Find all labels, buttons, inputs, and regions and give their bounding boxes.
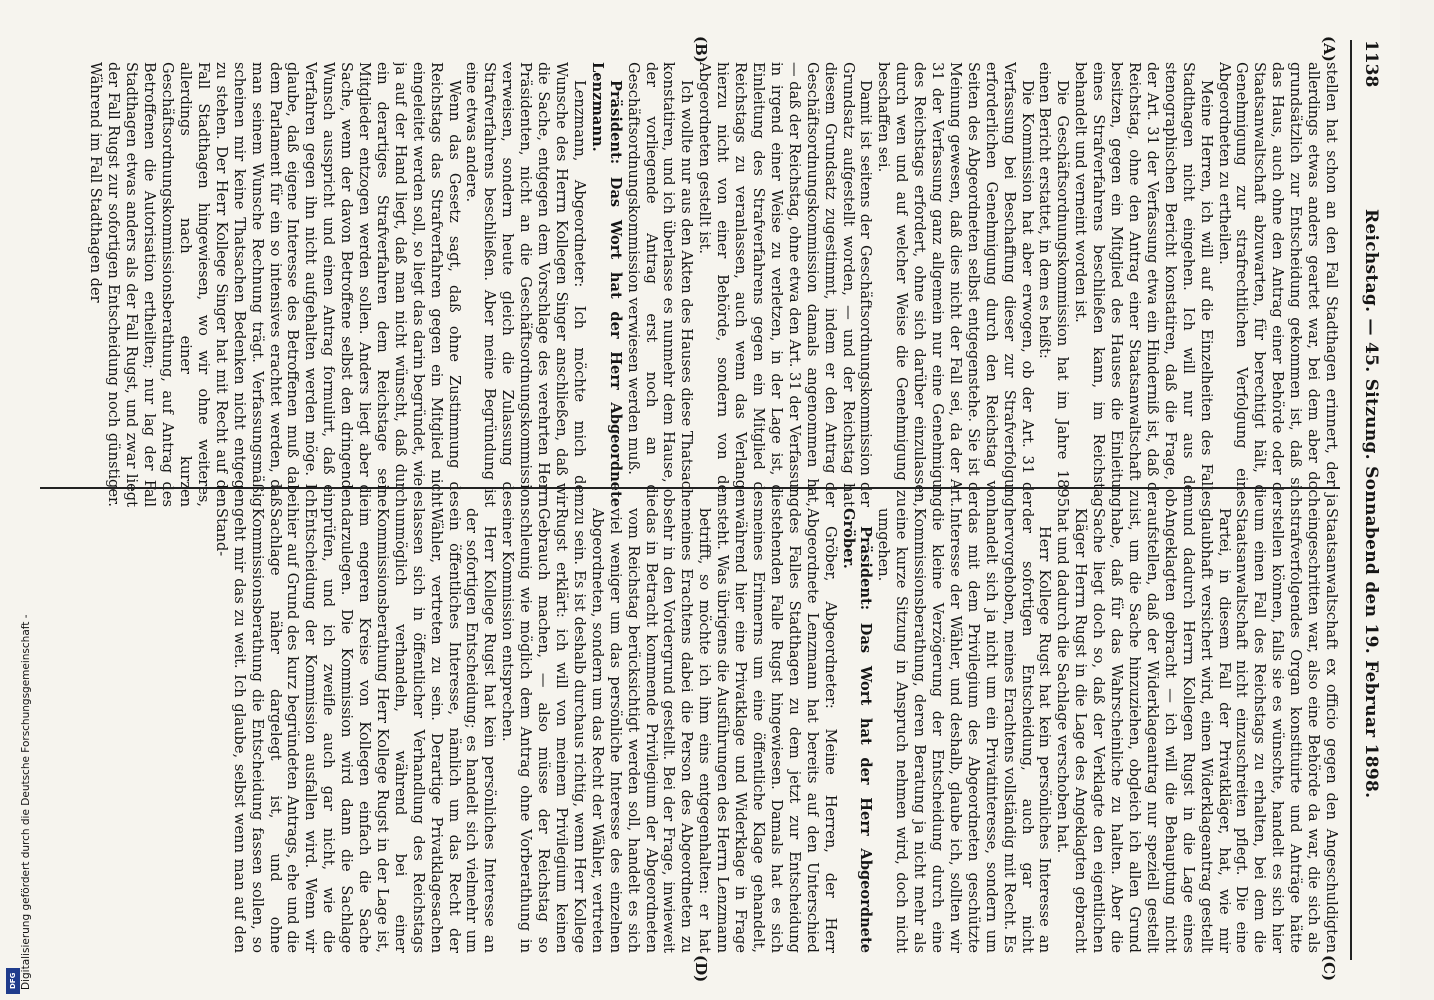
paragraph: Damit ist seitens der Geschäftsordnungskommission der Grundsatz aufgestellt worden, — und der Reichstag hat diesem Grundsatz zugestimmt, indem er den Antrag der Geschäftsordnungskommission damals angenommen hat, — daß der Reichstag, ohne etwa den Art. 31 der Verfassung in irgend einer Weise zu verletzen, in der Lage ist, die Einleitung des Strafverfahrens gegen ein Mitglied des Reichstags zu veranlassen, auch wenn das Verlangen hierzu nicht von einer Behörde, sondern von dem Abgeordneten gestellt ist. [696,62,875,507]
page-number: 1138 [1361,40,1381,88]
column-divider [40,487,1340,489]
paragraph: Herr Kollege Rugst hat kein persönliches Interesse an der sofortigen Entscheidung, auch gar nicht hervorgehoben, meines Erachtens vollständig mit Recht. Es handelt sich ja nicht um ein Privatinteresse, sondern um das mit dem Privilegium des Abgeordneten geschützte Interesse der Wähler, und deshalb, glaube ich, sollten wir die kleine Verzögerung der Entscheidung durch eine Kommissionsberathung, deren Beratung ja nicht mehr als eine kurze Sitzung in Anspruch nehmen wird, doch nicht umgehen. [875,508,1054,953]
paragraph: Ich wollte nur aus den Akten des Hauses diese Thatsache konstatiren, und ich überlasse es nunmehr dem Hause, ob der vorliegende Antrag erst noch an die Geschäftsordnungskommission verwiesen werden muß. [624,62,696,507]
page-header [1350,40,1390,960]
dfg-logo: DFG [6,968,20,994]
margin-mark-a: (A) [1320,36,1338,62]
left-column [40,62,1340,507]
right-column [40,508,1340,953]
paragraph: Staatsanwaltschaft ex officio gegen den Angeschuldigten eingeschritten war, also eine Behörde da war, die sich als strafverfolgendes Organ konstituirte und Anträge hätte stellen können, falls sie es wünschte, handelt es sich hier um einen Fall des Reichstags zu erhalten, bei dem die Staatsanwaltschaft nicht einzuschreiten pflegt. Die eine Partei, in diesem Fall der Privatkläger, hat, wie mir glaubhaft versichert wird, einen Widerklageantrag gestellt und dadurch Herrn Kollegen Rugst in die Lage eines Angeklagten gebracht — ich will die Behauptung nicht aufstellen, daß der Widerklageantrag nur speziell gestellt ist, um die Sache hinzuziehen, obgleich ich allen Grund habe, daß für das Wahrscheinliche zu halten. Aber die Sache liegt doch so, daß der Verklagte den eigentlichen Kläger Herrn Rugst in die Lage des Angeklagten gebracht hat und dadurch die Sachlage verschoben hat. [1054,508,1340,953]
paragraph: Lenzmann, Abgeordneter: Ich möchte mich dem Wunsche des Herrn Kollegen Singer anschließen, daß wir die Sache, entgegen dem Vorschlage des verehrten Herrn Präsidenten, nicht an die Geschäftsordnungskommission verweisen, sondern heute gleich die Zulassung des Strafverfahrens beschließen. Aber meine Begründung ist eine etwas andere. [463,62,588,507]
paragraph: Meine Herren, ich will auf die Einzelheiten des Falles Stadthagen nicht eingehen. Ich will nur aus dem stenographischen Bericht konstatiren, daß die Frage, ob der Art. 31 der Verfassung etwa ein Hinderniß ist, daß der Reichstag, ohne den Antrag einer Staatsanwaltschaft zu besitzen, gegen ein Mitglied des Hauses die Einleitung eines Strafverfahrens beschließen kann, im Reichstag behandelt und verneint worden ist. [1072,62,1215,507]
margin-mark-b: (B) [692,36,710,63]
margin-mark-c: (C) [1320,955,1338,982]
paragraph: Die Kommission hat aber erwogen, ob der Art. 31 der Verfassung bei Beschaffung dieser zur Strafverfolgung erforderlichen Genehmigung durch den Reichstag von Seiten des Abgeordneten selbst entgegenstehe. Sie ist der Meinung gewesen, daß dies nicht der Fall sei, da der Art. 31 der Verfassung ganz allgemein nur eine Genehmigung des Reichstags erfordert, ohne sich darüber einzulassen, durch wen und auf welcher Weise die Genehmigung zu beschaffen sei. [875,62,1036,507]
credit-strip [0,0,30,1000]
paragraph: Gröber, Abgeordneter: Meine Herren, der Herr Abgeordnete Lenzmann hat bereits auf den Unterschied des Falles Stadthagen zu dem jetzt zur Entscheidung stehenden Falle Rugst hingewiesen. Damals hat es sich meines Erinnerns um eine öffentliche Klage gehandelt, während hier eine Privatklage und Widerklage in Frage steht. Was übrigens die Ausführungen des Herrn Lenzmann betrifft, so möchte ich ihm eins entgegenhalten: er hat meines Erachtens dabei die Person des Abgeordneten zu sehr in den Vordergrund gestellt. Bei der Frage, inwieweit das in Betracht kommende Privilegium der Abgeordneten vom Reichstag berücksichtigt werden soll, handelt es sich viel weniger um das persönliche Interesse des einzelnen Abgeordneten, sondern um das Recht der Wähler, vertreten zu sein. Es ist deshalb durchaus richtig, wenn Herr Kollege Rugst erklärt: ich will von meinem Privilegium keinen Gebrauch machen, — also müsse der Reichstag so schleunig wie möglich dem Antrag ohne Vorberathung in einer Kommission entsprechen. [499,508,839,953]
paragraph: Die Geschäftsordnungskommission hat im Jahre 1895 einen Bericht erstattet, in dem es heißt: [1036,62,1072,507]
speaker-paragraph: Präsident: Das Wort hat der Herr Abgeordnete Lenzmann. [588,62,624,507]
paragraph: Herr Kollege Rugst hat kein persönliches Interesse an der sofortigen Entscheidung; es handelt sich vielmehr um ein öffentliches Interesse, nämlich um das Recht der Wähler, vertreten zu sein. Derartige Privatklagesachen lassen sich in öffentlicher Verhandlung des Reichstags unmöglich verhandeln, während bei einer Kommissionsberathung Herr Kollege Rugst in der Lage ist, im engeren Kreise von Kollegen einfach die Sache darzulegen. Die Kommission wird dann die Sachlage prüfen, und ich zweifle auch gar nicht, wie die Entscheidung der Kommission ausfallen wird. Wenn wir hier auf Grund des kurz begründeten Antrags, ehe und die Sachlage näher dargelegt ist, und ohne Kommissionsberathung die Entscheidung fassen sollen, so geht mir das zu weit. Ich glaube, selbst wenn man auf den Stand- [212,508,499,953]
margin-mark-d: (D) [692,955,710,983]
paragraph: Wenn das Gesetz sagt, daß ohne Zustimmung des Reichstags das Strafverfahren gegen ein Mitglied nicht eingeleitet werden soll, so liegt das darin begründet, wie es ja auf der Hand liegt, daß man nicht wünscht, daß durch ein derartiges Strafverfahren dem Reichstage seine Mitglieder entzogen werden sollen. Anders liegt aber die Sache, wenn der davon Betroffene selbst den dringenden Wunsch ausspricht und einen Antrag formulirt, daß ein Verfahren gegen ihn nicht aufgehalten werden möge. Ich glaube, daß eigene Interesse des Betroffenen muß dabei dem Parlament für ein so intensives erachtet werden, daß man seinem Wunsche Rechnung trägt. Verfassungsmäßig scheinen mir keine Thatsachen Bedenken nicht entgegen zu stehen. Der Herr Kollege Singer hat mit Recht auf den Fall Stadthagen hingewiesen, wo wir ohne weiteres, allerdings nach einer kurzen Geschäftsordnungskommissionsberathung, auf Antrag des Betroffenen die Autorisation ertheilten; nur lag der Fall Stadthagen etwas anders als der Fall Rugst, und zwar liegt der Fall Rugst zur sofortigen Entscheidung noch günstiger. Während im Fall Stadthagen der [87,62,463,507]
page-title: Reichstag. — 45. Sitzung. Sonnabend den 19. Februar 1898. [1361,208,1381,799]
paragraph: stellen hat schon an den Fall Stadthagen erinnert, der ja allerdings etwas anders geartet war, bei dem aber doch grundsätzlich zur Entscheidung gekommen ist, daß sich das Haus, auch ohne den Antrag einer Behörde oder der Staatsanwaltschaft abzuwarten, für berechtigt hält, die Genehmigung zur strafrechtlichen Verfolgung eines Abgeordneten zu ertheilen. [1215,62,1340,507]
credit-text: Digitalisierung gefördert durch die Deutsche Forschungsgemeinschaft - [20,614,32,990]
speaker-paragraph: Präsident: Das Wort hat der Herr Abgeordnete Gröber. [839,508,875,953]
